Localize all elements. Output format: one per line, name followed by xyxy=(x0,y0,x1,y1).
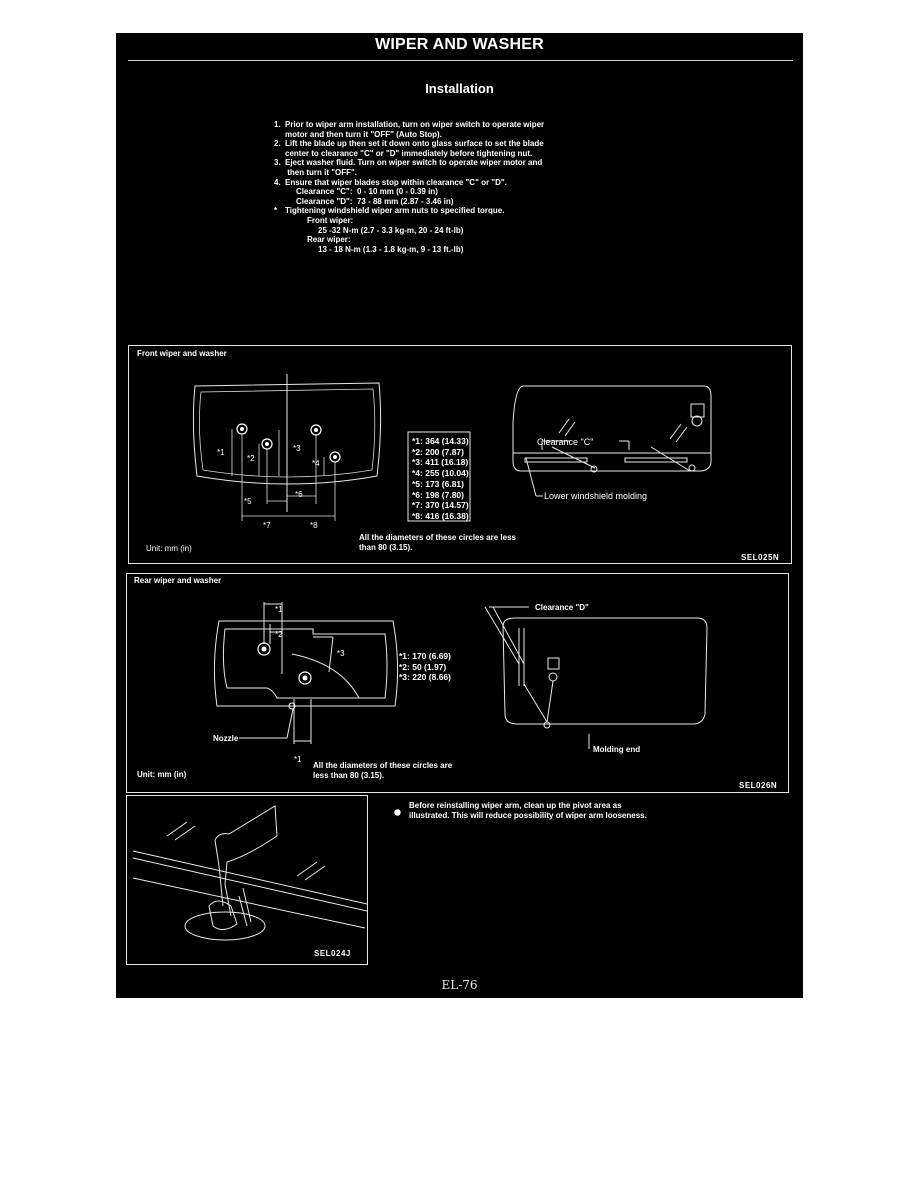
rear-dimension-table xyxy=(399,651,451,683)
clearance-d-label: Clearance "D" xyxy=(535,603,589,612)
step-line: center to clearance "C" or "D" immediately before tightening nut. xyxy=(285,148,533,158)
clearance-d-spec: Clearance "D": 73 - 88 mm (2.87 - 3.46 in) xyxy=(296,196,454,206)
dim-row: *1: 364 (14.33) xyxy=(412,436,469,446)
front-diameter-note xyxy=(359,533,516,552)
dim-row: *4: 255 (10.04) xyxy=(412,468,469,479)
front-unit-label: Unit: mm (in) xyxy=(146,544,192,553)
dim-mark: *4 xyxy=(312,459,320,468)
dim-mark: *1 xyxy=(275,605,283,614)
pivot-figure-code: SEL024J xyxy=(314,949,351,958)
dim-mark: *1 xyxy=(294,755,302,764)
front-wiper-torque: 25 -32 N-m (2.7 - 3.3 kg-m, 20 - 24 ft-lb) xyxy=(318,225,464,235)
step-line: then turn it "OFF". xyxy=(285,167,358,177)
dim-row: *7: 370 (14.57) xyxy=(412,500,469,511)
dim-mark: *1 xyxy=(217,448,225,457)
step-number: * xyxy=(274,206,278,216)
dim-mark: *3 xyxy=(337,649,345,658)
rear-wiper-panel xyxy=(126,573,789,793)
clearance-c-label: Clearance "C" xyxy=(537,437,594,447)
step-number: 4. xyxy=(274,177,281,187)
dim-mark: *2 xyxy=(247,454,255,463)
rear-side-view xyxy=(485,607,707,749)
dim-mark: *7 xyxy=(263,521,271,530)
dim-row: *2: 200 (7.87) xyxy=(412,446,464,457)
rear-panel-title: Rear wiper and washer xyxy=(134,576,222,585)
installation-steps xyxy=(274,120,604,254)
step-number: 1. xyxy=(274,120,281,129)
rear-wiper-torque: 13 - 18 N-m (1.3 - 1.8 kg-m, 9 - 13 ft.-lb) xyxy=(318,244,464,254)
dim-mark: *3 xyxy=(293,444,301,453)
step-2 xyxy=(274,139,604,158)
step-line: Lift the blade up then set it down onto glass surface to set the blade xyxy=(285,139,544,149)
torque-step xyxy=(274,206,604,254)
front-dimension-table xyxy=(412,436,469,522)
bullet-icon xyxy=(394,803,401,821)
step-line: Prior to wiper arm installation, turn on wiper switch to operate wiper xyxy=(285,120,545,129)
note-line: Before reinstalling wiper arm, clean up the pivot area as xyxy=(409,801,622,810)
dim-mark: *5 xyxy=(244,497,252,506)
note-line: illustrated. This will reduce possibility of wiper arm looseness. xyxy=(409,810,647,820)
front-wiper-label: Front wiper: xyxy=(307,215,354,225)
clearance-c-spec: Clearance "C": 0 - 10 mm (0 - 0.39 in) xyxy=(296,187,438,197)
dim-row: *6: 198 (7.80) xyxy=(412,489,464,500)
dim-mark: *2 xyxy=(275,630,283,639)
front-figure-code: SEL025N xyxy=(741,553,780,562)
dim-row: *5: 173 (6.81) xyxy=(412,478,464,489)
step-3 xyxy=(274,158,604,177)
step-number: 3. xyxy=(274,158,281,168)
molding-end-label: Molding end xyxy=(593,745,641,754)
pivot-cleaning-note xyxy=(409,801,647,820)
title-rule xyxy=(128,60,793,61)
note-line: All the diameters of these circles are xyxy=(313,761,453,770)
step-line: Tightening windshield wiper arm nuts to specified torque. xyxy=(285,206,505,216)
dim-row: *1: 170 (6.69) xyxy=(399,651,451,661)
rear-diameter-note xyxy=(313,761,452,780)
section-subtitle: Installation xyxy=(425,81,494,96)
note-line: All the diameters of these circles are less xyxy=(359,533,516,542)
step-line: Ensure that wiper blades stop within clearance "C" or "D". xyxy=(285,177,507,187)
pivot-cleaning-panel xyxy=(126,795,368,965)
dim-row: *2: 50 (1.97) xyxy=(399,661,447,672)
dim-row: *8: 416 (16.38) xyxy=(412,510,469,521)
manual-page xyxy=(116,33,803,998)
step-1 xyxy=(274,120,604,139)
page-title: WIPER AND WASHER xyxy=(375,36,544,53)
step-line: motor and then turn it "OFF" (Auto Stop). xyxy=(285,129,442,139)
front-wiper-panel xyxy=(128,345,792,564)
dim-row: *3: 411 (16.18) xyxy=(412,457,469,468)
step-line: Eject washer fluid. Turn on wiper switch to operate wiper motor and xyxy=(285,158,543,168)
rear-unit-label: Unit: mm (in) xyxy=(137,770,187,779)
dim-row: *3: 220 (8.66) xyxy=(399,672,451,683)
page-number: EL-76 xyxy=(441,978,478,992)
rear-wiper-label: Rear wiper: xyxy=(307,235,351,245)
note-line: than 80 (3.15). xyxy=(359,542,413,552)
dim-mark: *8 xyxy=(310,521,318,530)
nozzle-label: Nozzle xyxy=(213,734,239,743)
note-line: less than 80 (3.15). xyxy=(313,770,385,780)
dim-mark: *6 xyxy=(295,490,303,499)
lower-molding-label: Lower windshield molding xyxy=(544,491,648,501)
rear-figure-code: SEL026N xyxy=(739,781,778,790)
rear-window-diagram xyxy=(127,574,788,792)
front-panel-title: Front wiper and washer xyxy=(137,349,227,358)
pivot-cleaning-illustration xyxy=(127,796,367,964)
step-number: 2. xyxy=(274,139,281,149)
step-4 xyxy=(274,178,604,207)
